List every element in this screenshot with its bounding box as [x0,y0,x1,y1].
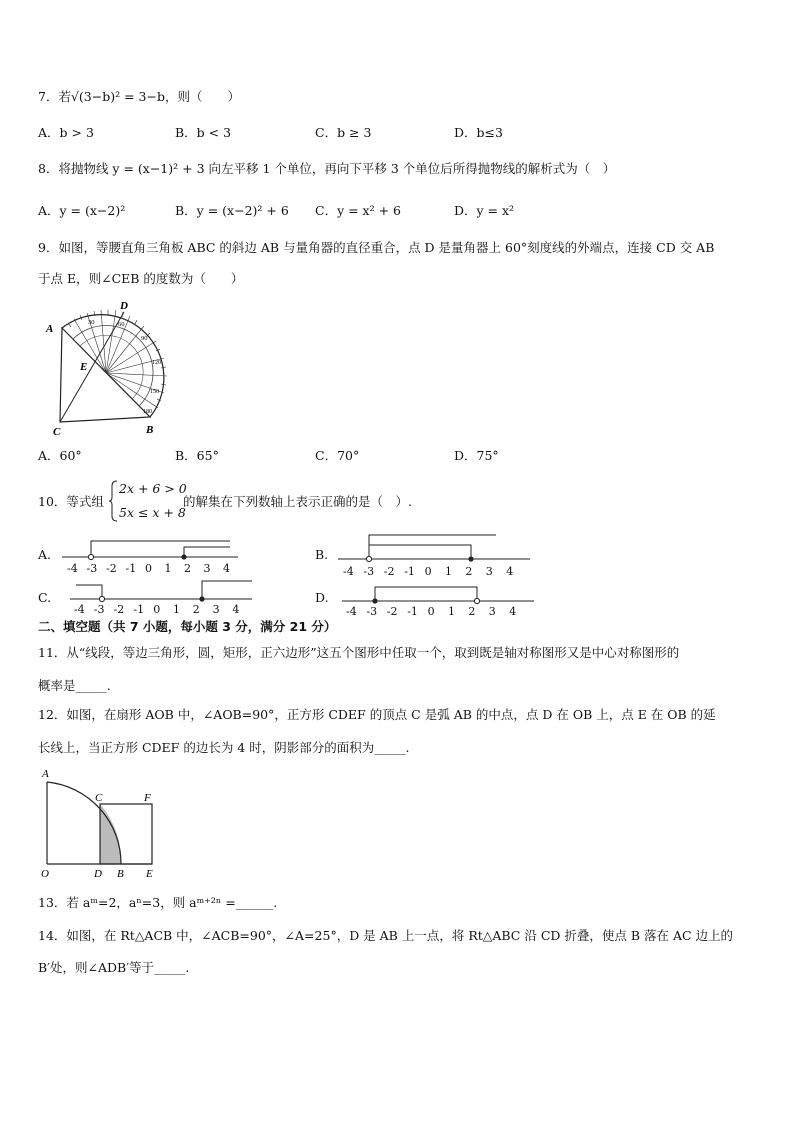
tick-label-a-3: -1 [125,562,137,575]
q10-option-c-label: C. [38,590,52,605]
label-a: A [46,323,54,335]
tick-label-b-8: 4 [506,565,514,578]
tick-label-a-5: 1 [164,562,172,575]
q8-choice-d: D．y = x² [454,203,515,218]
tick-label-a-6: 2 [184,562,191,575]
tick-label-c-4: 0 [153,603,161,616]
q7-stem: 7．若√(3−b)² = 3−b，则（ ） [38,89,240,104]
tick-label-d-5: 1 [448,605,455,618]
tick-label-b-5: 1 [445,565,452,578]
tick-label-c-2: -2 [113,603,125,616]
q10-inequality-2: 5x ≤ x + 8 [119,505,186,520]
tick-label-d-1: -3 [366,605,378,618]
section-2-title: 二、填空题（共 7 小题，每小题 3 分，满分 21 分） [38,619,337,634]
q10-stem-prefix: 10．等式组 [38,494,104,509]
tick-label-a-8: 4 [223,562,230,575]
q8-choice-b: B．y = (x−2)² + 6 [175,203,289,218]
label-c: C [53,426,61,438]
scale-150: 150 [150,389,159,395]
label-d: D [120,300,128,312]
q9-choice-c: C．70° [315,448,360,463]
q11-line2: 概率是_____. [38,678,111,693]
scale-60: 60 [118,321,125,328]
q14-line2: B′处，则∠ADB′等于_____. [38,960,190,975]
q8-choice-c: C．y = x² + 6 [315,203,401,218]
scale-90: 90 [141,335,148,342]
q10-inequality-1: 2x + 6 > 0 [119,481,187,496]
tick-label-c-7: 3 [212,603,220,616]
q12-line1: 12．如图，在扇形 AOB 中，∠AOB=90°，正方形 CDEF 的顶点 C 是弧 AB 的中点，点 D 在 OB 上，点 E 在 OB 的延 [38,707,716,722]
tick-label-d-0: -4 [346,605,357,618]
label-b: B [146,424,154,436]
tick-label-b-3: -1 [404,565,415,578]
tick-label-c-5: 1 [173,603,180,616]
tick-label-d-2: -2 [386,605,398,618]
tick-label-c-6: 2 [192,603,200,616]
q9-choice-d: D．75° [454,448,499,463]
tick-label-a-7: 3 [203,562,211,575]
q10-option-d-label: D. [315,590,329,605]
q9-stem-line2: 于点 E，则∠CEB 的度数为（ ） [38,271,244,286]
scale-30: 30 [88,319,95,326]
q7-choice-b: B．b < 3 [175,125,232,140]
tick-label-a-0: -4 [67,562,78,575]
tick-label-d-8: 4 [509,605,517,618]
q10-option-a-label: A. [38,547,52,562]
tick-label-b-0: -4 [343,565,354,578]
label-e: E [80,361,88,373]
q9-choice-a: A．60° [38,448,82,463]
tick-label-d-3: -1 [407,605,418,618]
tick-label-d-4: 0 [427,605,435,618]
scale-120: 120 [152,360,161,366]
tick-label-c-3: -1 [133,603,145,616]
q11-line1: 11．从“线段，等边三角形，圆，矩形，正六边形”这五个图形中任取一个，取到既是轴对称图形又是中心对称图形的 [38,645,680,660]
label-c: C [95,792,103,804]
tick-label-b-6: 2 [465,565,473,578]
tick-label-c-8: 4 [232,603,240,616]
q9-protractor-figure [40,298,180,440]
label-a: A [42,768,49,780]
q10-stem-suffix: 的解集在下列数轴上表示正确的是（ ）. [183,494,412,509]
tick-label-a-1: -3 [86,562,98,575]
label-e: E [146,868,153,880]
tick-label-d-7: 3 [488,605,496,618]
q14-line1: 14．如图，在 Rt△ACB 中，∠ACB=90°，∠A=25°，D 是 AB 上一点，将 Rt△ABC 沿 CD 折叠，使点 B 落在 AC 边上的 [38,928,734,943]
q8-stem: 8．将抛物线 y = (x−1)² + 3 向左平移 1 个单位，再向下平移 3 个单位后所得抛物线的解析式为（ ） [38,161,616,176]
label-b: B [117,868,124,880]
label-o: O [41,868,49,880]
tick-label-b-4: 0 [424,565,432,578]
q10-option-b-label: B. [315,547,329,562]
q9-stem-line1: 9．如图，等腰直角三角板 ABC 的斜边 AB 与量角器的直径重合，点 D 是量角器上 60°刻度线的外端点，连接 CD 交 AB [38,240,715,255]
q12-line2: 长线上，当正方形 CDEF 的边长为 4 时，阴影部分的面积为_____. [38,740,410,755]
q13-text: 13．若 aᵐ=2，aⁿ=3，则 aᵐ⁺²ⁿ =______. [38,895,278,910]
q9-choice-b: B．65° [175,448,219,463]
q7-choice-c: C．b ≥ 3 [315,125,372,140]
q12-sector-figure [38,764,168,880]
tick-label-d-6: 2 [468,605,476,618]
tick-label-b-7: 3 [485,565,493,578]
q8-choice-a: A．y = (x−2)² [38,203,126,218]
label-d: D [94,868,102,880]
tick-label-c-1: -3 [93,603,105,616]
label-f: F [144,792,151,804]
tick-label-c-0: -4 [74,603,85,616]
tick-label-a-2: -2 [106,562,117,575]
q10-brace [108,480,118,522]
scale-180: 180 [143,409,152,415]
tick-label-b-2: -2 [383,565,395,578]
tick-label-b-1: -3 [363,565,375,578]
q7-choice-a: A．b > 3 [38,125,94,140]
tick-label-a-4: 0 [145,562,152,575]
triangle-abc [60,328,150,422]
q7-choice-d: D．b≤3 [454,125,503,140]
